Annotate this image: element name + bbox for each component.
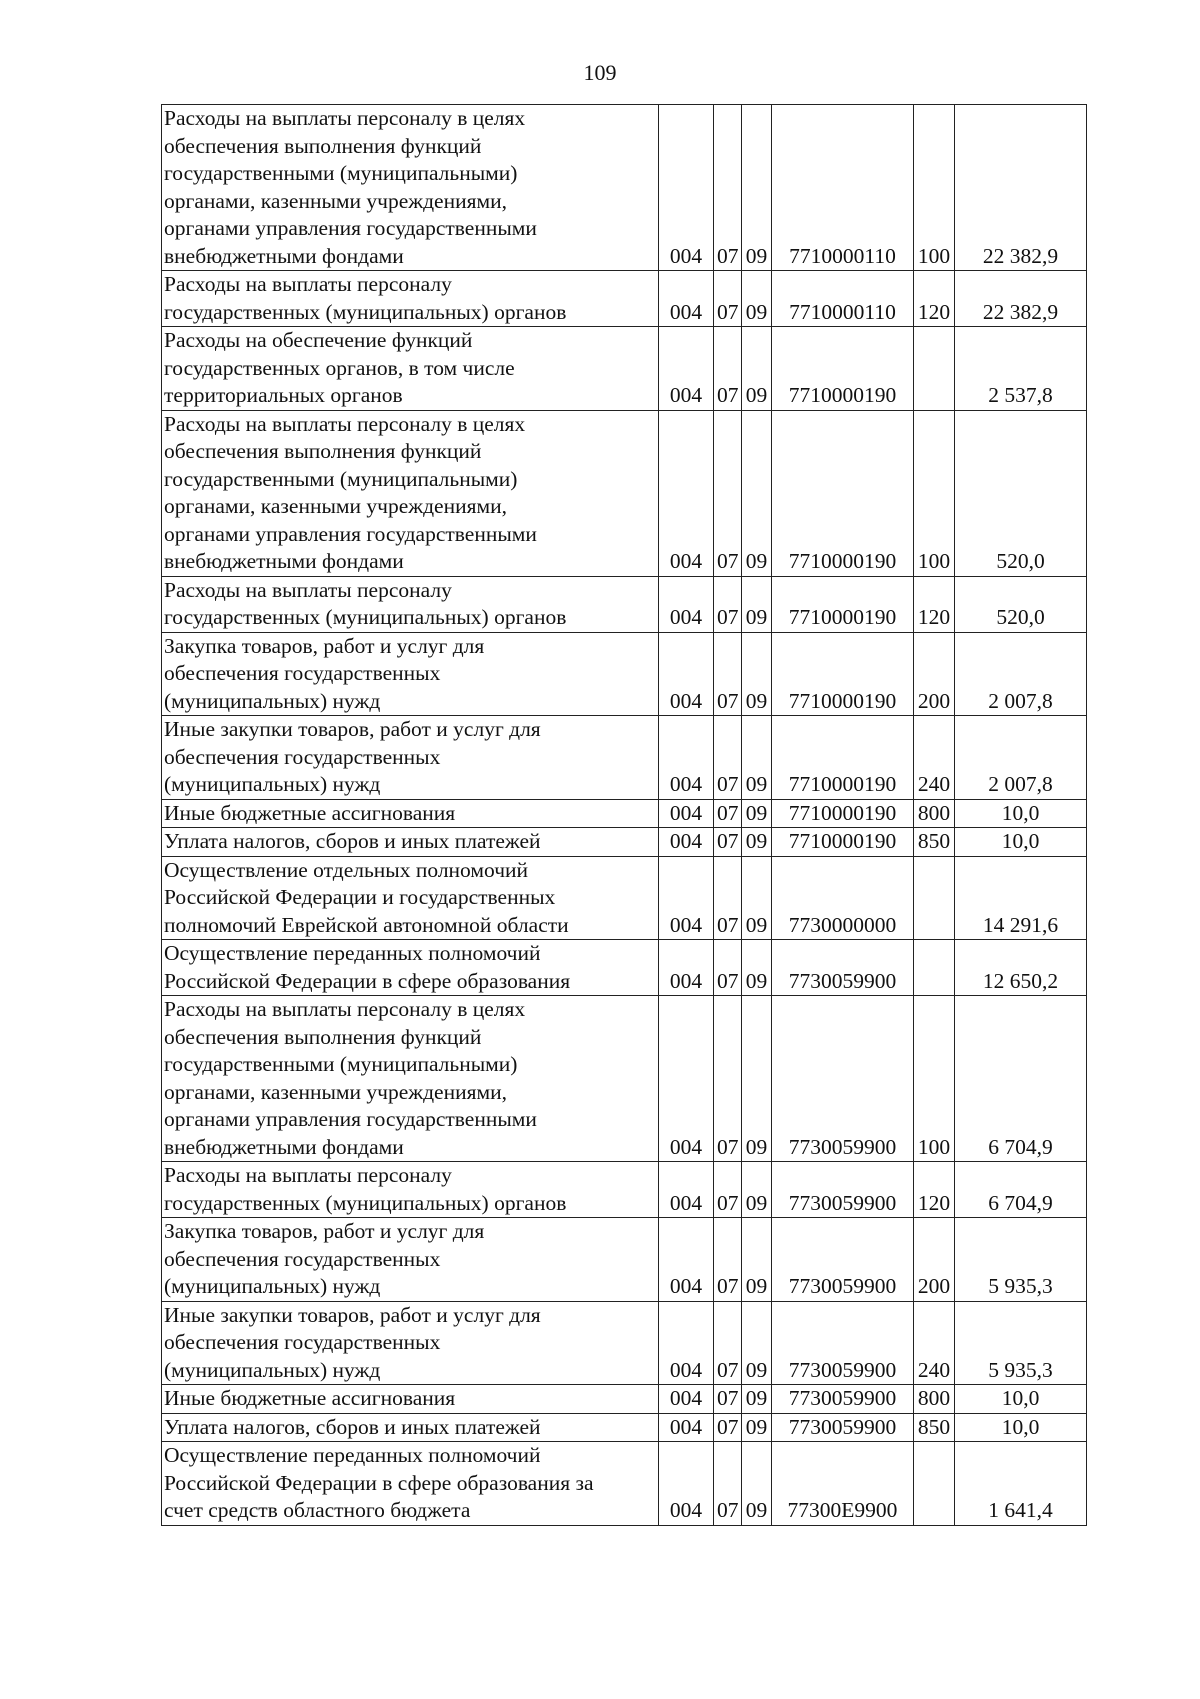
cell-sum: 10,0 bbox=[955, 828, 1087, 857]
cell-gr: 004 bbox=[659, 576, 714, 632]
cell-description bbox=[162, 1162, 659, 1218]
cell-pr: 09 bbox=[742, 327, 772, 411]
cell-rz: 07 bbox=[714, 271, 742, 327]
cell-rz: 07 bbox=[714, 1218, 742, 1302]
description-line: Иные закупки товаров, работ и услуг для bbox=[164, 1302, 541, 1327]
cell-vr bbox=[914, 856, 955, 940]
description-line: государственными (муниципальными) bbox=[164, 161, 518, 185]
description-line: Расходы на выплаты персоналу bbox=[164, 577, 452, 602]
cell-vr: 100 bbox=[914, 105, 955, 271]
description-line: Закупка товаров, работ и услуг для bbox=[164, 1219, 485, 1243]
cell-description bbox=[162, 1301, 659, 1385]
cell-description bbox=[162, 632, 659, 716]
cell-csr: 7710000190 bbox=[772, 828, 914, 857]
table-row bbox=[162, 1218, 1087, 1302]
description-line: территориальных органов bbox=[164, 383, 403, 407]
cell-description bbox=[162, 327, 659, 411]
cell-pr: 09 bbox=[742, 632, 772, 716]
cell-description bbox=[162, 828, 659, 857]
description-line: обеспечения выполнения функций bbox=[164, 439, 482, 463]
description-line: внебюджетными фондами bbox=[164, 1134, 404, 1159]
cell-description bbox=[162, 1442, 659, 1526]
cell-pr: 09 bbox=[742, 410, 772, 576]
cell-sum: 22 382,9 bbox=[955, 271, 1087, 327]
description-line: государственных (муниципальных) органов bbox=[164, 299, 567, 324]
cell-csr: 7730059900 bbox=[772, 996, 914, 1162]
description-line: обеспечения государственных bbox=[164, 661, 441, 685]
description-line: внебюджетными фондами bbox=[164, 549, 404, 573]
cell-pr: 09 bbox=[742, 1162, 772, 1218]
cell-sum: 2 007,8 bbox=[955, 716, 1087, 800]
cell-rz: 07 bbox=[714, 410, 742, 576]
cell-csr: 7730059900 bbox=[772, 1413, 914, 1442]
cell-sum: 10,0 bbox=[955, 1385, 1087, 1414]
description-line: Расходы на выплаты персоналу в целях bbox=[164, 411, 526, 436]
cell-csr: 7710000190 bbox=[772, 716, 914, 800]
cell-description bbox=[162, 1218, 659, 1302]
cell-pr: 09 bbox=[742, 1301, 772, 1385]
description-line: (муниципальных) нужд bbox=[164, 1357, 381, 1382]
cell-pr: 09 bbox=[742, 1413, 772, 1442]
cell-gr: 004 bbox=[659, 105, 714, 271]
cell-rz: 07 bbox=[714, 1442, 742, 1526]
cell-csr: 7730000000 bbox=[772, 856, 914, 940]
cell-gr: 004 bbox=[659, 1218, 714, 1302]
cell-rz: 07 bbox=[714, 1385, 742, 1414]
cell-pr: 09 bbox=[742, 576, 772, 632]
cell-sum: 5 935,3 bbox=[955, 1301, 1087, 1385]
description-line: государственных (муниципальных) органов bbox=[164, 1190, 567, 1215]
cell-csr: 7710000190 bbox=[772, 632, 914, 716]
cell-rz: 07 bbox=[714, 856, 742, 940]
cell-description bbox=[162, 1413, 659, 1442]
budget-table-body bbox=[162, 105, 1087, 1526]
cell-rz: 07 bbox=[714, 576, 742, 632]
cell-vr: 100 bbox=[914, 996, 955, 1162]
description-line: государственных (муниципальных) органов bbox=[164, 605, 567, 629]
cell-gr: 004 bbox=[659, 410, 714, 576]
description-line: Осуществление переданных полномочий bbox=[164, 1443, 541, 1467]
description-line: обеспечения выполнения функций bbox=[164, 1024, 482, 1049]
cell-rz: 07 bbox=[714, 327, 742, 411]
cell-pr: 09 bbox=[742, 940, 772, 996]
table-row bbox=[162, 1413, 1087, 1442]
description-line: Иные бюджетные ассигнования bbox=[164, 800, 456, 825]
table-row bbox=[162, 828, 1087, 857]
cell-csr: 7730059900 bbox=[772, 1301, 914, 1385]
table-row bbox=[162, 1442, 1087, 1526]
budget-table bbox=[161, 104, 1087, 1526]
cell-pr: 09 bbox=[742, 271, 772, 327]
cell-description bbox=[162, 410, 659, 576]
page-number: 109 bbox=[583, 60, 617, 85]
description-line: органами управления государственными bbox=[164, 216, 537, 240]
cell-rz: 07 bbox=[714, 632, 742, 716]
table-row bbox=[162, 632, 1087, 716]
cell-csr: 7730059900 bbox=[772, 1385, 914, 1414]
table-row bbox=[162, 996, 1087, 1162]
description-line: Российской Федерации и государственных bbox=[164, 885, 556, 909]
cell-sum: 520,0 bbox=[955, 410, 1087, 576]
cell-rz: 07 bbox=[714, 799, 742, 828]
description-line: полномочий Еврейской автономной области bbox=[164, 912, 569, 937]
cell-csr: 7710000110 bbox=[772, 271, 914, 327]
cell-sum: 22 382,9 bbox=[955, 105, 1087, 271]
cell-csr: 7710000190 bbox=[772, 576, 914, 632]
cell-gr: 004 bbox=[659, 1385, 714, 1414]
cell-csr: 77300E9900 bbox=[772, 1442, 914, 1526]
cell-gr: 004 bbox=[659, 940, 714, 996]
cell-vr: 200 bbox=[914, 1218, 955, 1302]
cell-sum: 1 641,4 bbox=[955, 1442, 1087, 1526]
cell-rz: 07 bbox=[714, 716, 742, 800]
table-row bbox=[162, 105, 1087, 271]
cell-csr: 7710000190 bbox=[772, 327, 914, 411]
description-line: Российской Федерации в сфере образования bbox=[164, 968, 571, 993]
description-line: Осуществление отдельных полномочий bbox=[164, 857, 529, 882]
cell-vr: 120 bbox=[914, 1162, 955, 1218]
description-line: государственных органов, в том числе bbox=[164, 355, 515, 380]
table-row bbox=[162, 856, 1087, 940]
cell-gr: 004 bbox=[659, 1162, 714, 1218]
cell-csr: 7710000190 bbox=[772, 410, 914, 576]
table-row bbox=[162, 410, 1087, 576]
cell-description bbox=[162, 996, 659, 1162]
cell-vr: 800 bbox=[914, 1385, 955, 1414]
cell-pr: 09 bbox=[742, 799, 772, 828]
description-line: Расходы на выплаты персоналу в целях bbox=[164, 106, 526, 130]
cell-rz: 07 bbox=[714, 105, 742, 271]
description-line: государственными (муниципальными) bbox=[164, 1052, 518, 1076]
description-line: обеспечения выполнения функций bbox=[164, 133, 482, 158]
description-line: Иные закупки товаров, работ и услуг для bbox=[164, 717, 541, 741]
cell-description bbox=[162, 716, 659, 800]
cell-pr: 09 bbox=[742, 996, 772, 1162]
cell-pr: 09 bbox=[742, 1442, 772, 1526]
table-row bbox=[162, 1162, 1087, 1218]
cell-vr bbox=[914, 940, 955, 996]
cell-vr: 200 bbox=[914, 632, 955, 716]
description-line: внебюджетными фондами bbox=[164, 243, 404, 268]
description-line: Расходы на выплаты персоналу в целях bbox=[164, 997, 526, 1021]
table-row bbox=[162, 327, 1087, 411]
cell-rz: 07 bbox=[714, 1413, 742, 1442]
table-row bbox=[162, 576, 1087, 632]
description-line: обеспечения государственных bbox=[164, 744, 441, 769]
cell-sum: 2 007,8 bbox=[955, 632, 1087, 716]
cell-gr: 004 bbox=[659, 1442, 714, 1526]
cell-pr: 09 bbox=[742, 105, 772, 271]
cell-gr: 004 bbox=[659, 716, 714, 800]
cell-csr: 7730059900 bbox=[772, 1218, 914, 1302]
table-row bbox=[162, 716, 1087, 800]
cell-gr: 004 bbox=[659, 632, 714, 716]
cell-description bbox=[162, 271, 659, 327]
description-line: (муниципальных) нужд bbox=[164, 1274, 381, 1298]
cell-description bbox=[162, 856, 659, 940]
cell-description bbox=[162, 105, 659, 271]
cell-sum: 2 537,8 bbox=[955, 327, 1087, 411]
description-line: Уплата налогов, сборов и иных платежей bbox=[164, 829, 541, 853]
cell-gr: 004 bbox=[659, 327, 714, 411]
description-line: Расходы на обеспечение функций bbox=[164, 328, 473, 352]
cell-vr: 240 bbox=[914, 1301, 955, 1385]
description-line: органами управления государственными bbox=[164, 521, 537, 546]
cell-sum: 520,0 bbox=[955, 576, 1087, 632]
description-line: Иные бюджетные ассигнования bbox=[164, 1386, 456, 1410]
cell-vr bbox=[914, 327, 955, 411]
description-line: (муниципальных) нужд bbox=[164, 688, 381, 713]
description-line: Закупка товаров, работ и услуг для bbox=[164, 633, 485, 658]
description-line: органами, казенными учреждениями, bbox=[164, 188, 507, 213]
cell-csr: 7730059900 bbox=[772, 940, 914, 996]
cell-rz: 07 bbox=[714, 940, 742, 996]
description-line: Расходы на выплаты персоналу bbox=[164, 272, 452, 296]
cell-gr: 004 bbox=[659, 828, 714, 857]
cell-vr: 100 bbox=[914, 410, 955, 576]
cell-csr: 7730059900 bbox=[772, 1162, 914, 1218]
cell-sum: 10,0 bbox=[955, 799, 1087, 828]
cell-gr: 004 bbox=[659, 271, 714, 327]
description-line: Осуществление переданных полномочий bbox=[164, 941, 541, 965]
description-line: обеспечения государственных bbox=[164, 1330, 441, 1354]
cell-description bbox=[162, 576, 659, 632]
cell-rz: 07 bbox=[714, 828, 742, 857]
cell-rz: 07 bbox=[714, 1301, 742, 1385]
cell-sum: 12 650,2 bbox=[955, 940, 1087, 996]
cell-sum: 6 704,9 bbox=[955, 1162, 1087, 1218]
cell-gr: 004 bbox=[659, 856, 714, 940]
cell-vr: 120 bbox=[914, 576, 955, 632]
description-line: органами, казенными учреждениями, bbox=[164, 1079, 507, 1104]
description-line: органами управления государственными bbox=[164, 1107, 537, 1131]
cell-vr bbox=[914, 1442, 955, 1526]
table-row bbox=[162, 271, 1087, 327]
table-row bbox=[162, 1301, 1087, 1385]
cell-pr: 09 bbox=[742, 828, 772, 857]
table-row bbox=[162, 799, 1087, 828]
cell-description bbox=[162, 799, 659, 828]
cell-sum: 10,0 bbox=[955, 1413, 1087, 1442]
description-line: Уплата налогов, сборов и иных платежей bbox=[164, 1414, 541, 1439]
description-line: Расходы на выплаты персоналу bbox=[164, 1163, 452, 1187]
cell-vr: 120 bbox=[914, 271, 955, 327]
cell-gr: 004 bbox=[659, 1301, 714, 1385]
description-line: органами, казенными учреждениями, bbox=[164, 494, 507, 518]
cell-gr: 004 bbox=[659, 996, 714, 1162]
cell-pr: 09 bbox=[742, 856, 772, 940]
description-line: (муниципальных) нужд bbox=[164, 772, 381, 796]
cell-vr: 240 bbox=[914, 716, 955, 800]
cell-sum: 14 291,6 bbox=[955, 856, 1087, 940]
cell-sum: 5 935,3 bbox=[955, 1218, 1087, 1302]
description-line: Российской Федерации в сфере образования за bbox=[164, 1470, 594, 1495]
cell-vr: 800 bbox=[914, 799, 955, 828]
cell-rz: 07 bbox=[714, 996, 742, 1162]
cell-vr: 850 bbox=[914, 1413, 955, 1442]
cell-sum: 6 704,9 bbox=[955, 996, 1087, 1162]
table-row bbox=[162, 1385, 1087, 1414]
cell-description bbox=[162, 940, 659, 996]
cell-csr: 7710000190 bbox=[772, 799, 914, 828]
cell-pr: 09 bbox=[742, 1218, 772, 1302]
cell-pr: 09 bbox=[742, 716, 772, 800]
cell-description bbox=[162, 1385, 659, 1414]
cell-csr: 7710000110 bbox=[772, 105, 914, 271]
cell-gr: 004 bbox=[659, 799, 714, 828]
cell-gr: 004 bbox=[659, 1413, 714, 1442]
description-line: счет средств областного бюджета bbox=[164, 1498, 471, 1522]
description-line: обеспечения государственных bbox=[164, 1246, 441, 1271]
table-row bbox=[162, 940, 1087, 996]
cell-rz: 07 bbox=[714, 1162, 742, 1218]
cell-vr: 850 bbox=[914, 828, 955, 857]
description-line: государственными (муниципальными) bbox=[164, 466, 518, 491]
cell-pr: 09 bbox=[742, 1385, 772, 1414]
